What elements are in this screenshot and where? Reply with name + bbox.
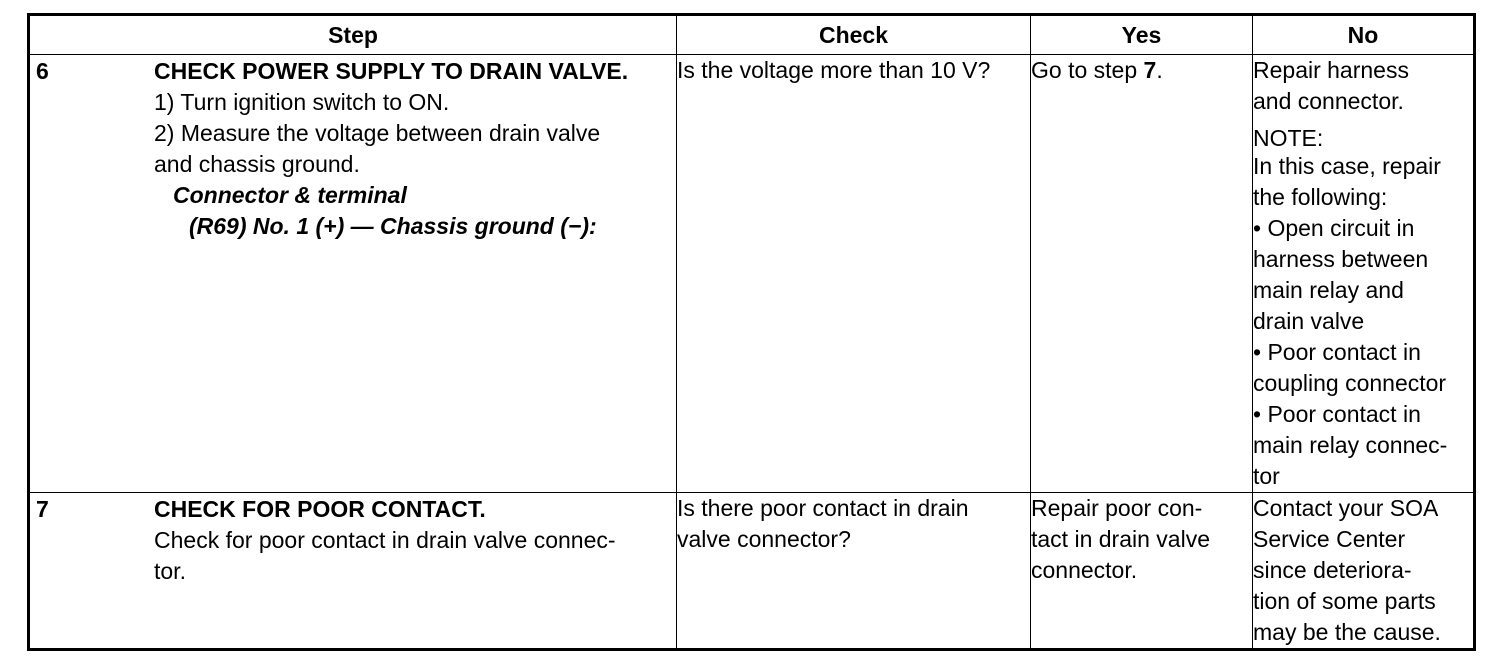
- step-title: CHECK FOR POOR CONTACT.: [154, 496, 486, 522]
- header-yes: Yes: [1031, 15, 1253, 55]
- no-line: since deteriora-: [1253, 557, 1412, 583]
- bullet-item: [1253, 213, 1473, 337]
- check-cell: [677, 493, 1031, 650]
- bullet-line: harness between: [1253, 246, 1429, 272]
- no-line: and connector.: [1253, 88, 1404, 114]
- instruction-line: Check for poor contact in drain valve connec-: [154, 527, 616, 553]
- yes-cell: [1031, 493, 1253, 650]
- yes-line: Repair poor con-: [1031, 495, 1203, 521]
- header-check: Check: [677, 15, 1031, 55]
- connector-spec: (R69) No. 1 (+) — Chassis ground (−):: [189, 213, 597, 239]
- bullet-item: [1253, 337, 1473, 399]
- instruction-line: 2) Measure the voltage between drain valve: [154, 120, 601, 146]
- no-line: may be the cause.: [1253, 619, 1441, 645]
- instruction-line: 1) Turn ignition switch to ON.: [154, 89, 450, 115]
- step-number: 7: [36, 496, 49, 522]
- yes-line: tact in drain valve: [1031, 526, 1210, 552]
- table-row: [29, 493, 1475, 650]
- connector-label: Connector & terminal: [173, 182, 407, 208]
- no-line: Contact your SOA: [1253, 495, 1439, 521]
- bullet-line: • Open circuit in: [1253, 215, 1415, 241]
- check-cell: [677, 55, 1031, 493]
- no-cell: [1253, 493, 1475, 650]
- bullet-line: main relay and: [1253, 277, 1404, 303]
- header-row: [29, 15, 1475, 55]
- bullet-line: main relay connec-: [1253, 432, 1448, 458]
- table-row: [29, 55, 1475, 493]
- bullet-item: [1253, 399, 1473, 492]
- bullet-line: tor: [1253, 463, 1280, 489]
- check-text: Is the voltage more than 10 V?: [677, 57, 991, 83]
- note-line: the following:: [1253, 184, 1388, 210]
- check-line: Is there poor contact in drain: [677, 495, 969, 521]
- yes-line: connector.: [1031, 557, 1138, 583]
- step-number: 6: [36, 58, 49, 84]
- instruction-line: and chassis ground.: [154, 151, 360, 177]
- no-line: Repair harness: [1253, 57, 1409, 83]
- bullet-line: • Poor contact in: [1253, 401, 1421, 427]
- header-step: Step: [29, 15, 677, 55]
- header-no: No: [1253, 15, 1475, 55]
- yes-text: [1031, 55, 1252, 86]
- no-line: Service Center: [1253, 526, 1406, 552]
- step-title: CHECK POWER SUPPLY TO DRAIN VALVE.: [154, 58, 629, 84]
- diagnostic-table: [27, 13, 1476, 651]
- note-label: NOTE:: [1253, 125, 1324, 151]
- no-line: tion of some parts: [1253, 588, 1436, 614]
- instruction-line: tor.: [154, 558, 186, 584]
- yes-cell: [1031, 55, 1253, 493]
- no-cell: [1253, 55, 1475, 493]
- yes-suffix: .: [1156, 57, 1163, 83]
- step-cell: [29, 55, 677, 493]
- bullet-line: coupling connector: [1253, 370, 1447, 396]
- check-line: valve connector?: [677, 526, 851, 552]
- yes-step-ref: 7: [1143, 57, 1157, 83]
- yes-prefix: Go to step: [1031, 57, 1144, 83]
- bullet-line: • Poor contact in: [1253, 339, 1421, 365]
- bullet-line: drain valve: [1253, 308, 1365, 334]
- note-line: In this case, repair: [1253, 153, 1441, 179]
- step-cell: [29, 493, 677, 650]
